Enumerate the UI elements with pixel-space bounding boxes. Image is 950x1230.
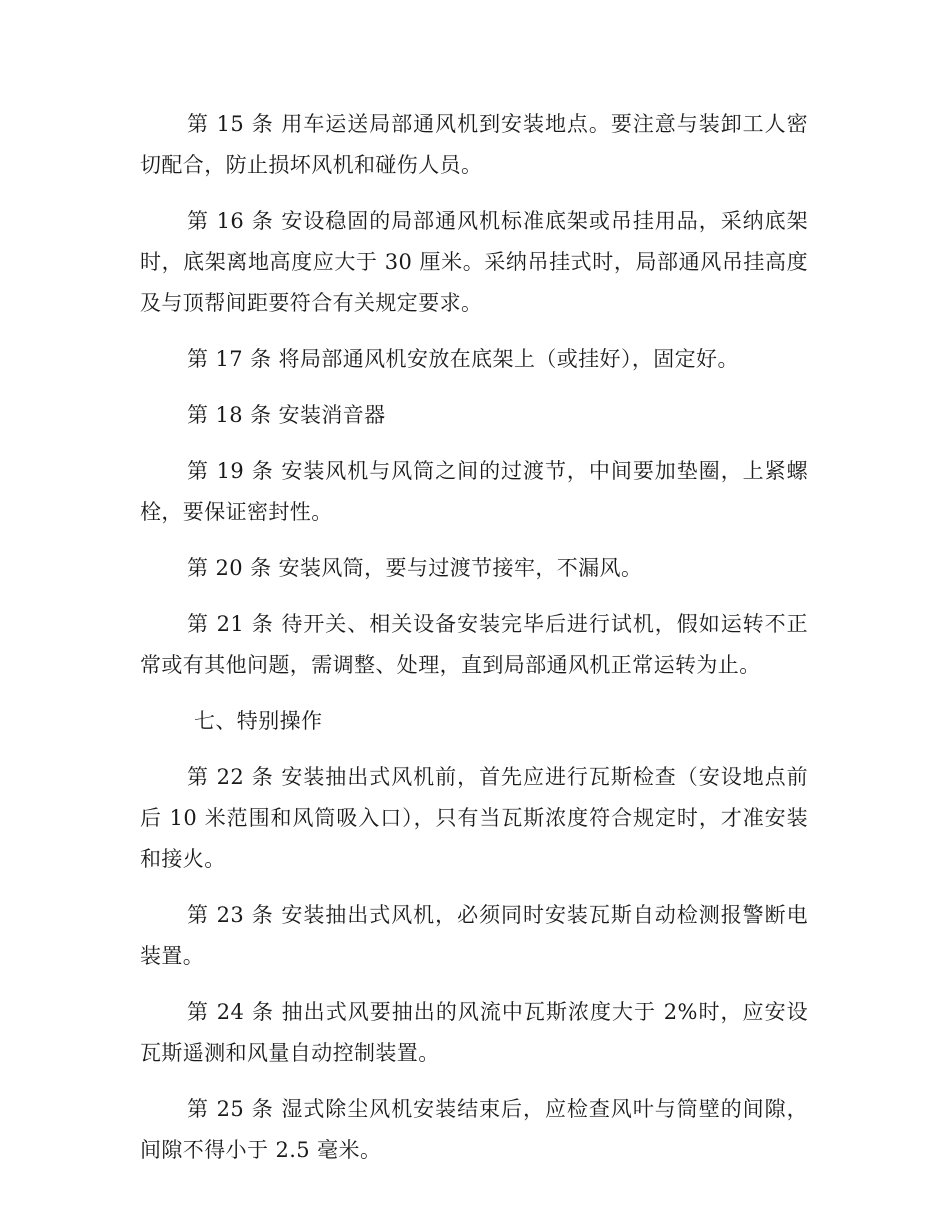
article-23: 第 23 条 安装抽出式风机，必须同时安装瓦斯自动检测报警断电装置。 [140,903,808,968]
section-heading-special-operations: 七、特别操作 [194,709,323,733]
article-25: 第 25 条 湿式除尘风机安装结束后，应检查风叶与筒壁的间隙，间隙不得小于 2.5 毫米。 [140,1097,808,1162]
article-15: 第 15 条 用车运送局部通风机到安装地点。要注意与装卸工人密切配合，防止损坏风机和碰伤人员。 [140,112,808,177]
article-21: 第 21 条 待开关、相关设备安装完毕后进行试机，假如运转不正常或有其他问题，需调整、处理，直到局部通风机正常运转为止。 [140,612,808,677]
article-22: 第 22 条 安装抽出式风机前，首先应进行瓦斯检查（安设地点前后 10 米范围和风筒吸入口），只有当瓦斯浓度符合规定时，才准安装和接火。 [140,765,808,871]
article-24: 第 24 条 抽出式风要抽出的风流中瓦斯浓度大于 2%时，应安设瓦斯遥测和风量自动控制装置。 [140,1000,808,1065]
article-18: 第 18 条 安装消音器 [187,403,386,427]
document-page [140,104,808,1186]
article-20: 第 20 条 安装风筒，要与过渡节接牢，不漏风。 [187,556,643,580]
article-17: 第 17 条 将局部通风机安放在底架上（或挂好），固定好。 [187,347,739,371]
article-16: 第 16 条 安设稳固的局部通风机标准底架或吊挂用品，采纳底架时，底架离地高度应大于 30 厘米。采纳吊挂式时，局部通风吊挂高度及与顶帮间距要符合有关规定要求。 [140,209,808,315]
article-19: 第 19 条 安装风机与风筒之间的过渡节，中间要加垫圈，上紧螺栓，要保证密封性。 [140,459,808,524]
